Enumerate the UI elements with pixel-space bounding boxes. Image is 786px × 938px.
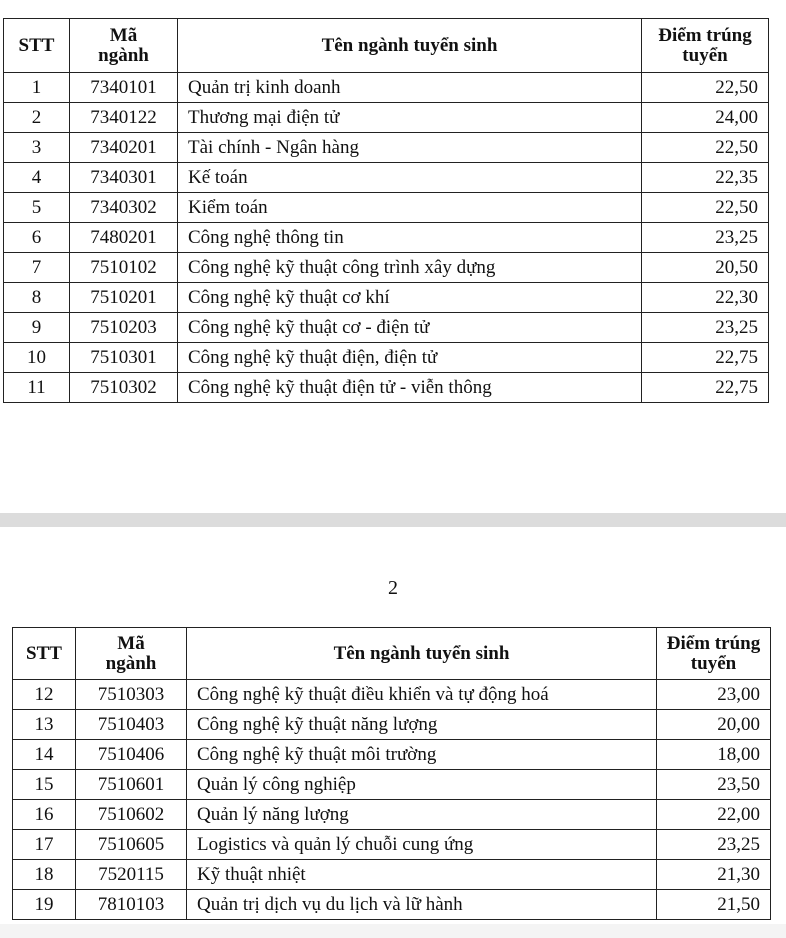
table-row xyxy=(13,890,771,920)
cell-diem: 21,30 xyxy=(657,860,771,890)
cell-ten-nganh: Kiểm toán xyxy=(178,193,642,223)
cell-ma-nganh: 7340302 xyxy=(70,193,178,223)
cell-stt: 18 xyxy=(13,860,76,890)
cell-stt: 16 xyxy=(13,800,76,830)
cell-stt: 9 xyxy=(4,313,70,343)
table-row xyxy=(4,283,769,313)
table-row xyxy=(13,740,771,770)
cell-ma-nganh: 7510102 xyxy=(70,253,178,283)
page-bottom-edge xyxy=(0,924,786,938)
cell-ma-nganh: 7510403 xyxy=(76,710,187,740)
header-stt: STT xyxy=(13,628,76,680)
header-ma-nganh: Mã ngành xyxy=(76,628,187,680)
cell-ma-nganh: 7810103 xyxy=(76,890,187,920)
page-gap xyxy=(0,513,786,527)
cell-ten-nganh: Kỹ thuật nhiệt xyxy=(187,860,657,890)
header-ten-nganh: Tên ngành tuyển sinh xyxy=(178,19,642,73)
cell-ma-nganh: 7480201 xyxy=(70,223,178,253)
cell-ten-nganh: Quản lý năng lượng xyxy=(187,800,657,830)
cell-stt: 4 xyxy=(4,163,70,193)
cell-ten-nganh: Công nghệ kỹ thuật cơ - điện tử xyxy=(178,313,642,343)
table-row xyxy=(4,193,769,223)
header-ten-nganh: Tên ngành tuyển sinh xyxy=(187,628,657,680)
cell-diem: 23,25 xyxy=(657,830,771,860)
header-row xyxy=(13,628,771,680)
cell-ma-nganh: 7510406 xyxy=(76,740,187,770)
table-row xyxy=(13,710,771,740)
header-row xyxy=(4,19,769,73)
cell-ma-nganh: 7510203 xyxy=(70,313,178,343)
cell-diem: 20,00 xyxy=(657,710,771,740)
table-row xyxy=(4,73,769,103)
table-row xyxy=(4,103,769,133)
table-row xyxy=(4,223,769,253)
cell-stt: 6 xyxy=(4,223,70,253)
table-row xyxy=(13,680,771,710)
cell-ma-nganh: 7510303 xyxy=(76,680,187,710)
table-row xyxy=(4,253,769,283)
cell-ma-nganh: 7520115 xyxy=(76,860,187,890)
admission-scores-table-2 xyxy=(12,627,771,920)
cell-stt: 17 xyxy=(13,830,76,860)
cell-diem: 23,50 xyxy=(657,770,771,800)
cell-stt: 12 xyxy=(13,680,76,710)
cell-ten-nganh: Logistics và quản lý chuỗi cung ứng xyxy=(187,830,657,860)
header-ma-nganh: Mã ngành xyxy=(70,19,178,73)
cell-diem: 22,75 xyxy=(642,373,769,403)
cell-ten-nganh: Quản trị dịch vụ du lịch và lữ hành xyxy=(187,890,657,920)
cell-ten-nganh: Công nghệ kỹ thuật điện, điện tử xyxy=(178,343,642,373)
cell-diem: 20,50 xyxy=(642,253,769,283)
cell-stt: 2 xyxy=(4,103,70,133)
cell-ten-nganh: Công nghệ kỹ thuật cơ khí xyxy=(178,283,642,313)
cell-ma-nganh: 7340122 xyxy=(70,103,178,133)
cell-diem: 23,25 xyxy=(642,313,769,343)
page-number: 2 xyxy=(388,577,398,599)
cell-ma-nganh: 7340201 xyxy=(70,133,178,163)
cell-ma-nganh: 7340101 xyxy=(70,73,178,103)
table-2-body xyxy=(13,680,771,920)
cell-ten-nganh: Công nghệ thông tin xyxy=(178,223,642,253)
cell-ten-nganh: Công nghệ kỹ thuật môi trường xyxy=(187,740,657,770)
cell-stt: 15 xyxy=(13,770,76,800)
cell-diem: 22,00 xyxy=(657,800,771,830)
cell-stt: 10 xyxy=(4,343,70,373)
cell-ma-nganh: 7510605 xyxy=(76,830,187,860)
cell-ten-nganh: Kế toán xyxy=(178,163,642,193)
cell-diem: 23,00 xyxy=(657,680,771,710)
cell-stt: 7 xyxy=(4,253,70,283)
cell-ma-nganh: 7510601 xyxy=(76,770,187,800)
cell-stt: 13 xyxy=(13,710,76,740)
table-row xyxy=(4,163,769,193)
cell-ma-nganh: 7510302 xyxy=(70,373,178,403)
cell-ten-nganh: Tài chính - Ngân hàng xyxy=(178,133,642,163)
cell-ten-nganh: Công nghệ kỹ thuật điện tử - viễn thông xyxy=(178,373,642,403)
cell-stt: 14 xyxy=(13,740,76,770)
cell-ten-nganh: Quản lý công nghiệp xyxy=(187,770,657,800)
cell-diem: 22,75 xyxy=(642,343,769,373)
cell-stt: 1 xyxy=(4,73,70,103)
table-row xyxy=(13,800,771,830)
cell-ma-nganh: 7510201 xyxy=(70,283,178,313)
table-1-body xyxy=(4,73,769,403)
header-diem: Điểm trúng tuyển xyxy=(642,19,769,73)
cell-ten-nganh: Quản trị kinh doanh xyxy=(178,73,642,103)
table-row xyxy=(4,343,769,373)
cell-diem: 22,35 xyxy=(642,163,769,193)
admission-scores-table-1 xyxy=(3,18,769,403)
cell-diem: 22,50 xyxy=(642,73,769,103)
table-row xyxy=(4,313,769,343)
cell-stt: 5 xyxy=(4,193,70,223)
cell-diem: 21,50 xyxy=(657,890,771,920)
cell-ma-nganh: 7340301 xyxy=(70,163,178,193)
cell-diem: 22,50 xyxy=(642,193,769,223)
cell-diem: 24,00 xyxy=(642,103,769,133)
cell-diem: 22,30 xyxy=(642,283,769,313)
cell-ten-nganh: Công nghệ kỹ thuật điều khiển và tự động hoá xyxy=(187,680,657,710)
header-diem: Điểm trúng tuyển xyxy=(657,628,771,680)
cell-diem: 18,00 xyxy=(657,740,771,770)
table-row xyxy=(13,830,771,860)
cell-stt: 19 xyxy=(13,890,76,920)
header-stt: STT xyxy=(4,19,70,73)
cell-diem: 23,25 xyxy=(642,223,769,253)
cell-stt: 11 xyxy=(4,373,70,403)
cell-ten-nganh: Công nghệ kỹ thuật năng lượng xyxy=(187,710,657,740)
cell-ma-nganh: 7510301 xyxy=(70,343,178,373)
table-row xyxy=(13,860,771,890)
cell-diem: 22,50 xyxy=(642,133,769,163)
cell-ten-nganh: Công nghệ kỹ thuật công trình xây dựng xyxy=(178,253,642,283)
cell-ma-nganh: 7510602 xyxy=(76,800,187,830)
cell-stt: 8 xyxy=(4,283,70,313)
table-row xyxy=(4,133,769,163)
table-row xyxy=(13,770,771,800)
cell-ten-nganh: Thương mại điện tử xyxy=(178,103,642,133)
table-row xyxy=(4,373,769,403)
cell-stt: 3 xyxy=(4,133,70,163)
